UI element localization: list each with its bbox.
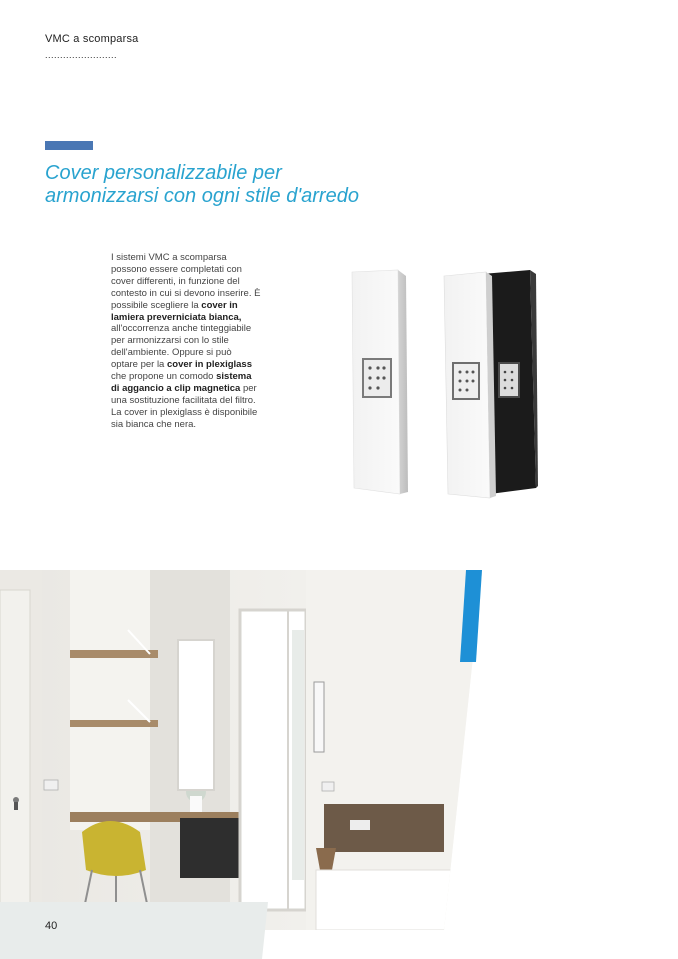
- interior-room-photo: [0, 570, 482, 930]
- title-line-1: Cover personalizzabile per: [45, 162, 282, 184]
- body-text-2: all'occorrenza anche tinteggiabile per armonizzarsi con lo stile dell'ambiente. Oppure si può optare per la: [111, 323, 252, 371]
- plexiglass-cover-product: [444, 272, 496, 498]
- body-bold-1: cover in lamiera preverniciata bianca,: [111, 299, 242, 323]
- body-text-1: I sistemi VMC a scomparsa possono essere completati con cover differenti, in funzione del contesto in cui si devono inserire. È possibile scegliere la: [111, 252, 261, 311]
- section-label: VMC a scomparsa: [45, 33, 139, 45]
- product-image-covers: [340, 262, 550, 502]
- body-paragraph: [111, 252, 261, 431]
- white-cover-product: [352, 270, 408, 494]
- body-bold-2: cover in plexiglass: [166, 359, 252, 371]
- body-text-4: per una sostituzione facilitata del filtro. La cover in plexiglass è disponibile sia bianca che nera.: [111, 382, 258, 430]
- footer-band: [0, 902, 678, 959]
- section-dots: ........................: [45, 50, 118, 60]
- body-bold-3: sistema di aggancio a clip magnetica: [111, 371, 252, 394]
- accent-bar: [45, 141, 93, 150]
- title-line-2: armonizzarsi con ogni stile d'arredo: [45, 185, 359, 207]
- body-text-3: che propone un comodo: [111, 371, 217, 383]
- page-number: 40: [45, 920, 58, 932]
- page-title: [45, 162, 465, 208]
